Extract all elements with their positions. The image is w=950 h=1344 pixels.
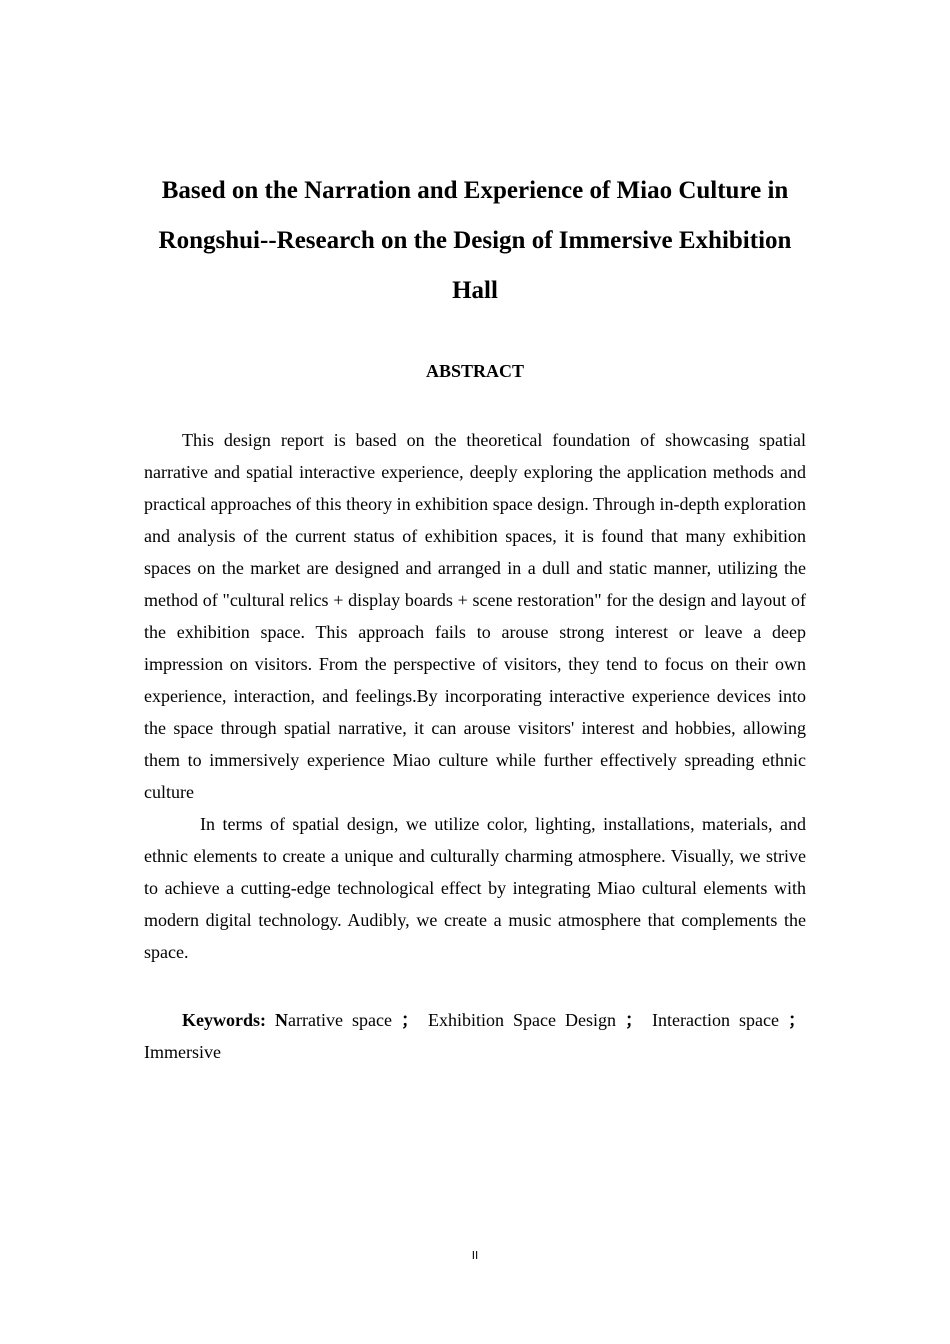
abstract-body — [144, 424, 806, 968]
title-line-3: Hall — [452, 277, 498, 304]
keyword-1: arrative space — [288, 1010, 392, 1030]
title-line-1: Based on the Narration and Experience of Miao Culture in — [161, 177, 789, 204]
keywords-line — [144, 1004, 806, 1068]
keyword-3: Interaction space — [652, 1010, 779, 1030]
abstract-heading: ABSTRACT — [425, 361, 525, 381]
paper-title — [130, 166, 820, 316]
title-line-2: Rongshui--Research on the Design of Immersive Exhibition — [158, 227, 792, 254]
abstract-paragraph-1: This design report is based on the theoretical foundation of showcasing spatial narrative and spatial interactive experience, deeply exploring the application methods and practical approaches of this theory in exhibition space design. Through in-depth exploration and analysis of the current status of exhibition spaces, it is found that many exhibition spaces on the market are designed and arranged in a dull and static manner, utilizing the method of "cultural relics + display boards + scene restoration" for the design and layout of the exhibition space. This approach fails to arouse strong interest or leave a deep impression on visitors. From the perspective of visitors, they tend to focus on their own experience, interaction, and feelings.By incorporating interactive experience devices into the space through spatial narrative, it can arouse visitors' interest and hobbies, allowing them to immersively experience Miao culture while further effectively spreading ethnic culture — [144, 430, 806, 802]
keyword-separator-2: ； — [625, 1010, 644, 1030]
keyword-2: Exhibition Space Design — [428, 1010, 616, 1030]
keyword-separator-3: ； — [788, 1010, 806, 1030]
keyword-first-letter: N — [275, 1010, 289, 1030]
keywords-label: Keywords: — [182, 1010, 266, 1030]
keyword-separator-1: ； — [400, 1010, 419, 1030]
keyword-4: Immersive — [144, 1042, 221, 1062]
abstract-paragraph-2: In terms of spatial design, we utilize color, lighting, installations, materials, and ethnic elements to create a unique and culturally charming atmosphere. Visually, we strive to achieve a cutting-edge technological effect by integrating Miao cultural elements with modern digital technology. Audibly, we create a music atmosphere that complements the space. — [144, 814, 806, 962]
page-number: II — [471, 1249, 479, 1262]
